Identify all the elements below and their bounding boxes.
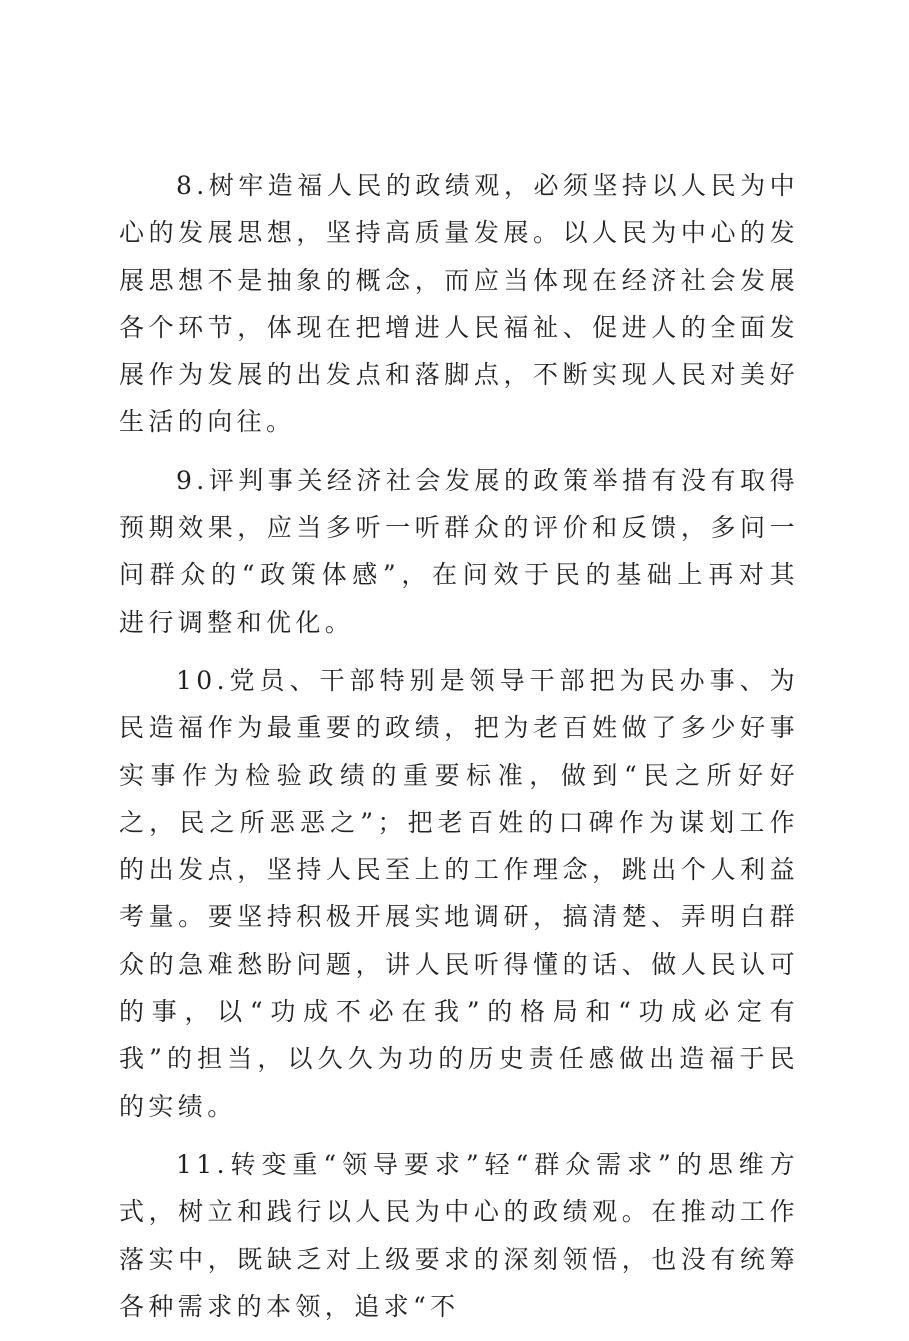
paragraph-11: 11.转变重“领导要求”轻“群众需求”的思维方式，树立和践行以人民为中心的政绩观。在推动工作落实中，既缺乏对上级要求的深刻领悟，也没有统筹各种需求的本领，追求“不 [119, 1149, 799, 1321]
paragraph-8: 8.树牢造福人民的政绩观，必须坚持以人民为中心的发展思想，坚持高质量发展。以人民为中心的发展思想不是抽象的概念，而应当体现在经济社会发展各个环节，体现在把增进人民福祉、促进人的全面发展作为发展的出发点和落脚点，不断实现人民对美好生活的向往。 [119, 171, 799, 437]
document-body [119, 162, 799, 1341]
paragraph-10: 10.党员、干部特别是领导干部把为民办事、为民造福作为最重要的政绩，把为老百姓做了多少好事实事作为检验政绩的重要标准，做到“民之所好好之，民之所恶恶之”；把老百姓的口碑作为谋划工作的出发点，坚持人民至上的工作理念，跳出个人利益考量。要坚持积极开展实地调研，搞清楚、弄明白群众的急难愁盼问题，讲人民听得懂的话、做人民认可的事，以“功成不必在我”的格局和“功成必定有我”的担当，以久久为功的历史责任感做出造福于民的实绩。 [119, 665, 799, 1121]
paragraph-9: 9.评判事关经济社会发展的政策举措有没有取得预期效果，应当多听一听群众的评价和反馈，多问一问群众的“政策体感”，在问效于民的基础上再对其进行调整和优化。 [119, 465, 799, 637]
